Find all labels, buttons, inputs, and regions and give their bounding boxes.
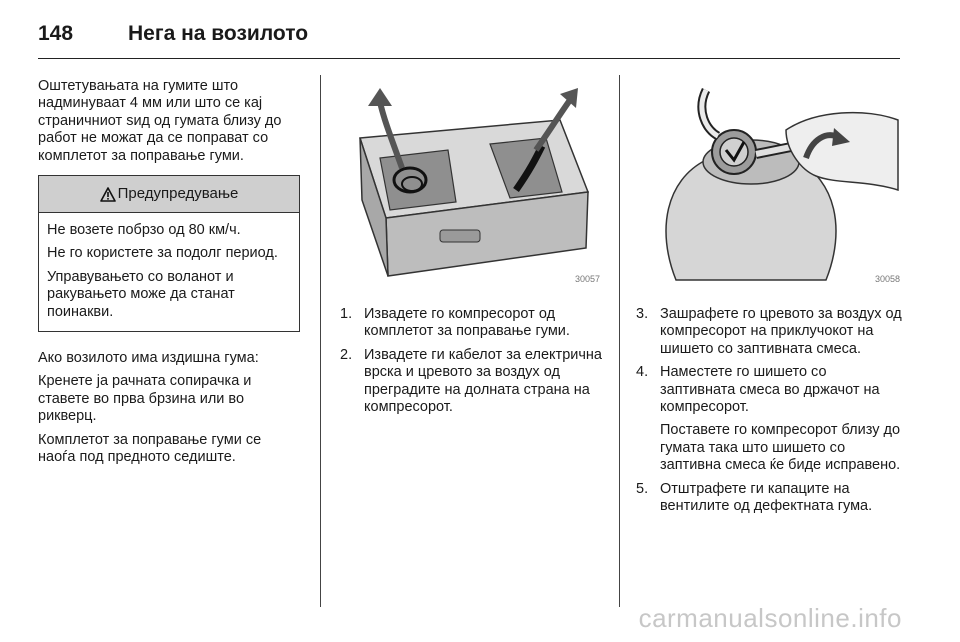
step-item — [340, 306, 602, 341]
warning-title: Предупредување — [117, 185, 239, 203]
warning-body — [39, 213, 299, 331]
page-title: Нега на возилото — [128, 22, 309, 45]
step-item — [636, 481, 902, 516]
step-note: Поставете го компресорот близу до гумата така што шишето со заптивна смеса ќе биде исправено. — [660, 422, 901, 474]
body-paragraph: Комплетот за поправање гуми се наоѓа под предното седиште. — [38, 431, 262, 466]
left-column — [38, 78, 300, 473]
sealant-bottle-drawing — [636, 80, 902, 288]
step-number: 2. — [340, 346, 353, 363]
page-number: 148 — [38, 22, 74, 45]
warning-box — [38, 175, 300, 332]
warning-line: Не го користете за подолг период. — [47, 245, 278, 262]
step-number: 5. — [636, 480, 649, 497]
steps-list — [636, 306, 902, 515]
warning-line: Не возете побрзо од 80 км/ч. — [47, 222, 241, 239]
step-number: 1. — [340, 306, 353, 322]
warning-triangle-icon — [100, 187, 116, 202]
step-item — [636, 306, 902, 358]
compressor-kit-drawing — [340, 80, 602, 288]
page-header — [38, 14, 900, 59]
figure-number: 30058 — [874, 273, 900, 284]
step-text: Извадете ги кабелот за електрична врска и цревото за воздух од преградите на долната страна на компресорот. — [364, 346, 602, 416]
step-text: Отштрафете ги капаците на вентилите од дефектната гума. — [660, 480, 873, 515]
warning-line: Управувањето со воланот и ракувањето може да станат поинакви. — [47, 268, 235, 320]
compressor-illustration — [340, 80, 602, 288]
right-column — [636, 80, 902, 521]
step-text: Наместете го шишето со заптивната смеса во држачот на компресорот. — [660, 364, 880, 416]
figure-number: 30057 — [574, 273, 600, 284]
column-divider — [619, 75, 620, 607]
steps-list — [340, 306, 602, 416]
step-item — [636, 364, 902, 474]
step-number: 4. — [636, 364, 649, 381]
step-item — [340, 347, 602, 417]
body-paragraph: Кренете ја рачната сопирачка и ставете во прва брзина или во рикверц. — [38, 373, 252, 425]
warning-header — [39, 176, 299, 213]
body-paragraph: Ако возилото има издишна гума: — [38, 350, 259, 367]
column-divider — [320, 75, 321, 607]
watermark: carmanualsonline.info — [638, 603, 902, 633]
middle-column — [340, 80, 602, 422]
bottle-illustration — [636, 80, 902, 288]
step-number: 3. — [636, 306, 649, 322]
intro-paragraph: Оштетувањата на гумите што надминуваат 4 мм или што се кај страничниот ѕид од гумата близу до работ не можат да се поправат со комплетот за поправање гуми. — [38, 78, 282, 164]
step-text: Зашрафете го цревото за воздух од компресорот на приклучокот на шишето со заптивната смеса. — [660, 306, 902, 357]
step-text: Извадете го компресорот од комплетот за поправање гуми. — [364, 306, 570, 340]
